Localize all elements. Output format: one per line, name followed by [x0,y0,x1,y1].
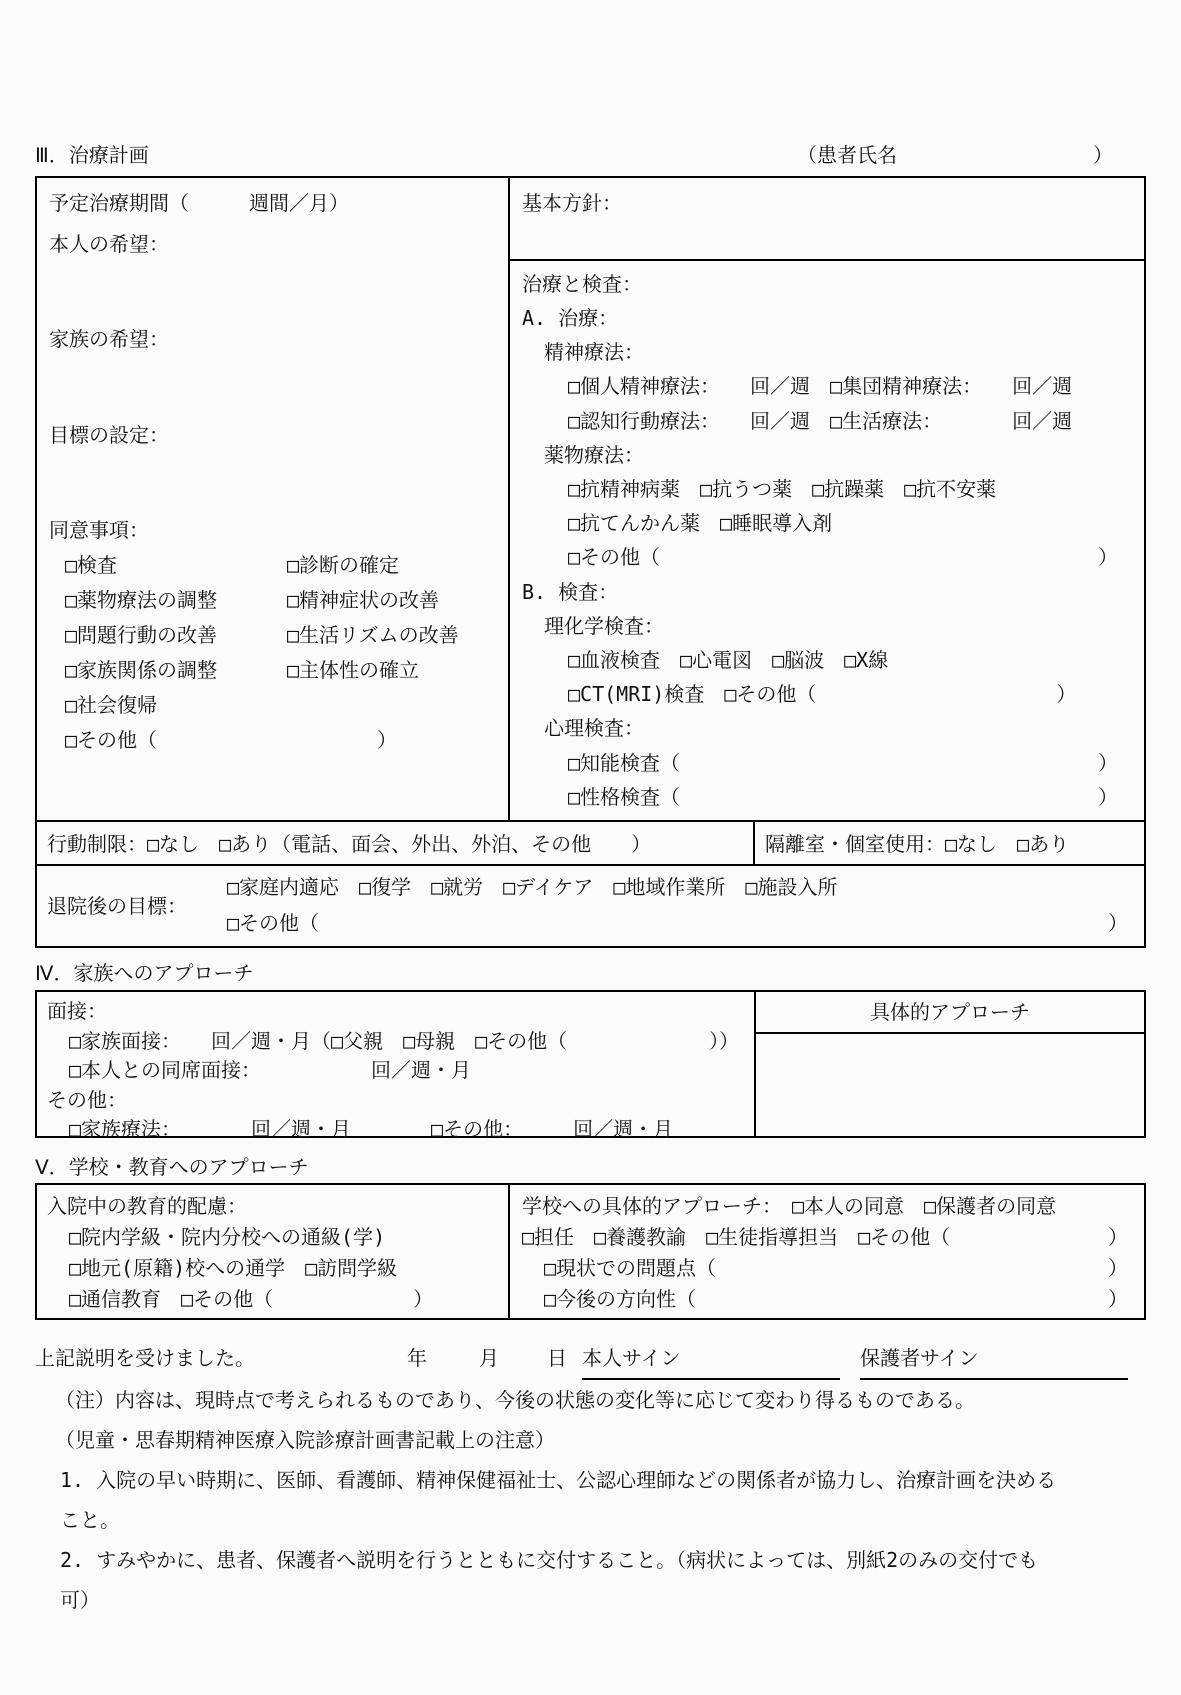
checkbox-option-social-return[interactable]: □社会復帰 [65,692,158,717]
consent-row [65,653,496,688]
restriction-row [37,822,1144,866]
checkbox-line-discharge-goals[interactable]: □家庭内適応 □復学 □就労 □デイケア □地域作業所 □施設入所 [227,875,838,899]
checkbox-school-staff-label[interactable]: □担任 □養護教諭 □生徒指導担当 □その他（ [522,1225,951,1249]
isolation-room-field[interactable]: 隔離室・個室使用：□なし □あり [765,832,1070,856]
discharge-goal-options [227,866,1144,946]
checkbox-option-behavior-improve[interactable]: □問題行動の改善 [65,622,218,647]
checkbox-line-personality-test[interactable] [522,780,1132,814]
month-label: 月 [479,1346,499,1370]
checkbox-family-interview-label[interactable]: □家族面接： 回／週・月（□父親 □母親 □その他（ [69,1028,568,1053]
family-hope-label: 家族の希望： [49,327,169,351]
discharge-goal-row [37,866,1144,946]
signature-row [35,1338,1146,1380]
note-line: （注）内容は、現時点で考えられるものであり、今後の状態の変化等に応じて変わり得るものである。 [55,1388,975,1412]
examination-b-label: B. 検査： [522,579,619,604]
consent-items-label: 同意事項： [49,518,149,542]
checkbox-iq-test-label[interactable]: □知能検査（ [568,750,681,775]
psych-test-label: 心理検査： [544,716,644,741]
checkbox-future-direction-label[interactable]: □今後の方向性（ [544,1287,697,1311]
treatment-plan-table [35,176,1146,948]
checkbox-option-consent-other[interactable]: □その他（ ） [65,727,398,752]
consent-row [65,548,496,583]
current-problems-close-paren: ） [1108,1256,1128,1280]
checkbox-personality-test-label[interactable]: □性格検査（ [568,784,681,809]
caution-title-line: （児童・思春期精神医療入院診療計画書記載上の注意） [55,1428,555,1452]
checkbox-line-psychotherapy-1[interactable]: □個人精神療法： 回／週 □集団精神療法： 回／週 [568,374,1073,399]
checkbox-option-family-adjust[interactable]: □家族関係の調整 [65,657,218,682]
consent-row [65,618,496,653]
consent-row [65,723,496,758]
patient-name-label: （患者氏名 [797,143,897,167]
checkbox-option-medication-adjust[interactable]: □薬物療法の調整 [65,587,218,612]
family-interview-close-paren: ）） [709,1028,739,1053]
drug-other-close-paren: ） [1098,545,1118,570]
checkbox-current-problems-label[interactable]: □現状での問題点（ [544,1256,717,1280]
specific-approach-header: 具体的アプローチ [756,992,1144,1034]
patient-signature-field[interactable]: 本人サイン [582,1338,840,1380]
interview-label: 面接： [47,999,107,1023]
treatment-examination-cell [510,261,1144,820]
checkbox-option-symptom-improve[interactable]: □精神症状の改善 [287,587,440,612]
section-4-title: Ⅳ．家族へのアプローチ [35,961,254,985]
explanation-received-label: 上記説明を受けました。 [35,1346,255,1370]
school-staff-close-paren: ） [1108,1225,1128,1249]
checkbox-line-home-school[interactable]: □地元(原籍)校への通学 □訪問学級 [69,1256,398,1280]
education-consideration-label: 入院中の教育的配慮： [47,1194,247,1218]
footer-block [35,1338,1146,1620]
consent-row [65,688,496,723]
education-consideration-cell [37,1185,510,1318]
consent-row [65,583,496,618]
checkbox-line-family-therapy[interactable]: □家族療法： 回／週・月 □その他： 回／週・月 [69,1117,674,1141]
section-3-title: Ⅲ．治療計画 [35,143,149,167]
specific-approach-cell [756,992,1144,1136]
planned-period-field[interactable]: 予定治療期間（ 週間／月） [49,191,349,215]
hopes-goals-cell [37,178,510,820]
goal-setting-label: 目標の設定： [49,422,169,447]
patient-hope-label: 本人の希望： [49,231,169,256]
treatment-exam-label: 治療と検査： [522,271,642,296]
discharge-other-close-paren: ） [1108,911,1128,935]
checkbox-line-current-problems[interactable] [522,1253,1132,1284]
checkbox-line-physio-1[interactable]: □血液検査 □心電図 □脳波 □X線 [568,647,889,672]
specific-approach-input-area[interactable] [756,1034,1144,1136]
other-label: その他： [47,1087,127,1112]
behavior-restriction-field[interactable]: 行動制限：□なし □あり（電話、面会、外出、外泊、その他 ） [37,822,755,864]
checkbox-option-independence[interactable]: □主体性の確立 [287,657,420,682]
physio-exam-label: 理化学検査： [544,613,664,638]
iq-test-close-paren: ） [1098,750,1118,775]
checkbox-line-drug-other[interactable] [522,540,1132,574]
future-direction-close-paren: ） [1108,1287,1128,1311]
checkbox-line-physio-2[interactable]: □CT(MRI)検査 □その他（ ） [568,682,1077,707]
checkbox-drug-other-label[interactable]: □その他（ [568,545,661,570]
treatment-plan-top-row [37,178,1144,822]
personality-test-close-paren: ） [1098,784,1118,809]
checkbox-option-examination[interactable]: □検査 [65,552,118,577]
checkbox-discharge-other-label[interactable]: □その他（ [227,911,320,935]
basic-policy-label: 基本方針： [522,191,622,215]
pharmacotherapy-label: 薬物療法： [544,442,644,467]
checkbox-line-family-interview[interactable] [47,1027,744,1057]
checkbox-line-psychotherapy-2[interactable]: □認知行動療法： 回／週 □生活療法： 回／週 [568,408,1073,433]
psychotherapy-label: 精神療法： [544,340,644,365]
checkbox-line-future-direction[interactable] [522,1284,1132,1315]
checkbox-line-school-staff[interactable] [522,1222,1132,1253]
caution-item-1: 1. 入院の早い時期に、医師、看護師、精神保健福祉士、公認心理師などの関係者が協力し、治療計画を決めること。 [60,1468,1057,1532]
checkbox-line-school-approach-consent[interactable]: 学校への具体的アプローチ： □本人の同意 □保護者の同意 [522,1194,1057,1218]
caution-item-2: 2. すみやかに、患者、保護者へ説明を行うとともに交付すること。（病状によっては、別紙2のみの交付でも可） [60,1548,1039,1612]
checkbox-option-diagnosis[interactable]: □診断の確定 [287,552,400,577]
family-approach-table [35,990,1146,1141]
policy-treatment-cell [510,178,1144,820]
checkbox-line-drugs-2[interactable]: □抗てんかん薬 □睡眠導入剤 [568,511,833,536]
checkbox-line-joint-interview[interactable]: □本人との同席面接： 回／週・月 [69,1058,472,1082]
school-approach-table [35,1183,1146,1320]
discharge-goal-label: 退院後の目標： [47,893,187,918]
treatment-a-label: A. 治療： [522,305,619,330]
checkbox-line-correspondence[interactable]: □通信教育 □その他（ ） [69,1287,434,1311]
checkbox-line-drugs-1[interactable]: □抗精神病薬 □抗うつ薬 □抗躁薬 □抗不安薬 [568,476,997,501]
day-label: 日 [547,1346,567,1370]
guardian-signature-field[interactable]: 保護者サイン [860,1338,1128,1380]
patient-name-close-paren: ） [1093,143,1113,167]
school-approach-cell [510,1185,1144,1318]
basic-policy-cell [510,178,1144,261]
section-5-title: Ⅴ．学校・教育へのアプローチ [35,1155,309,1179]
checkbox-line-discharge-other[interactable] [227,905,1144,941]
family-interview-cell [37,992,756,1141]
checkbox-line-hospital-class[interactable]: □院内学級・院内分校への通級(学) [69,1225,386,1249]
year-label: 年 [407,1346,427,1370]
checkbox-line-iq-test[interactable] [522,746,1132,780]
checkbox-option-rhythm-improve[interactable]: □生活リズムの改善 [287,622,459,647]
